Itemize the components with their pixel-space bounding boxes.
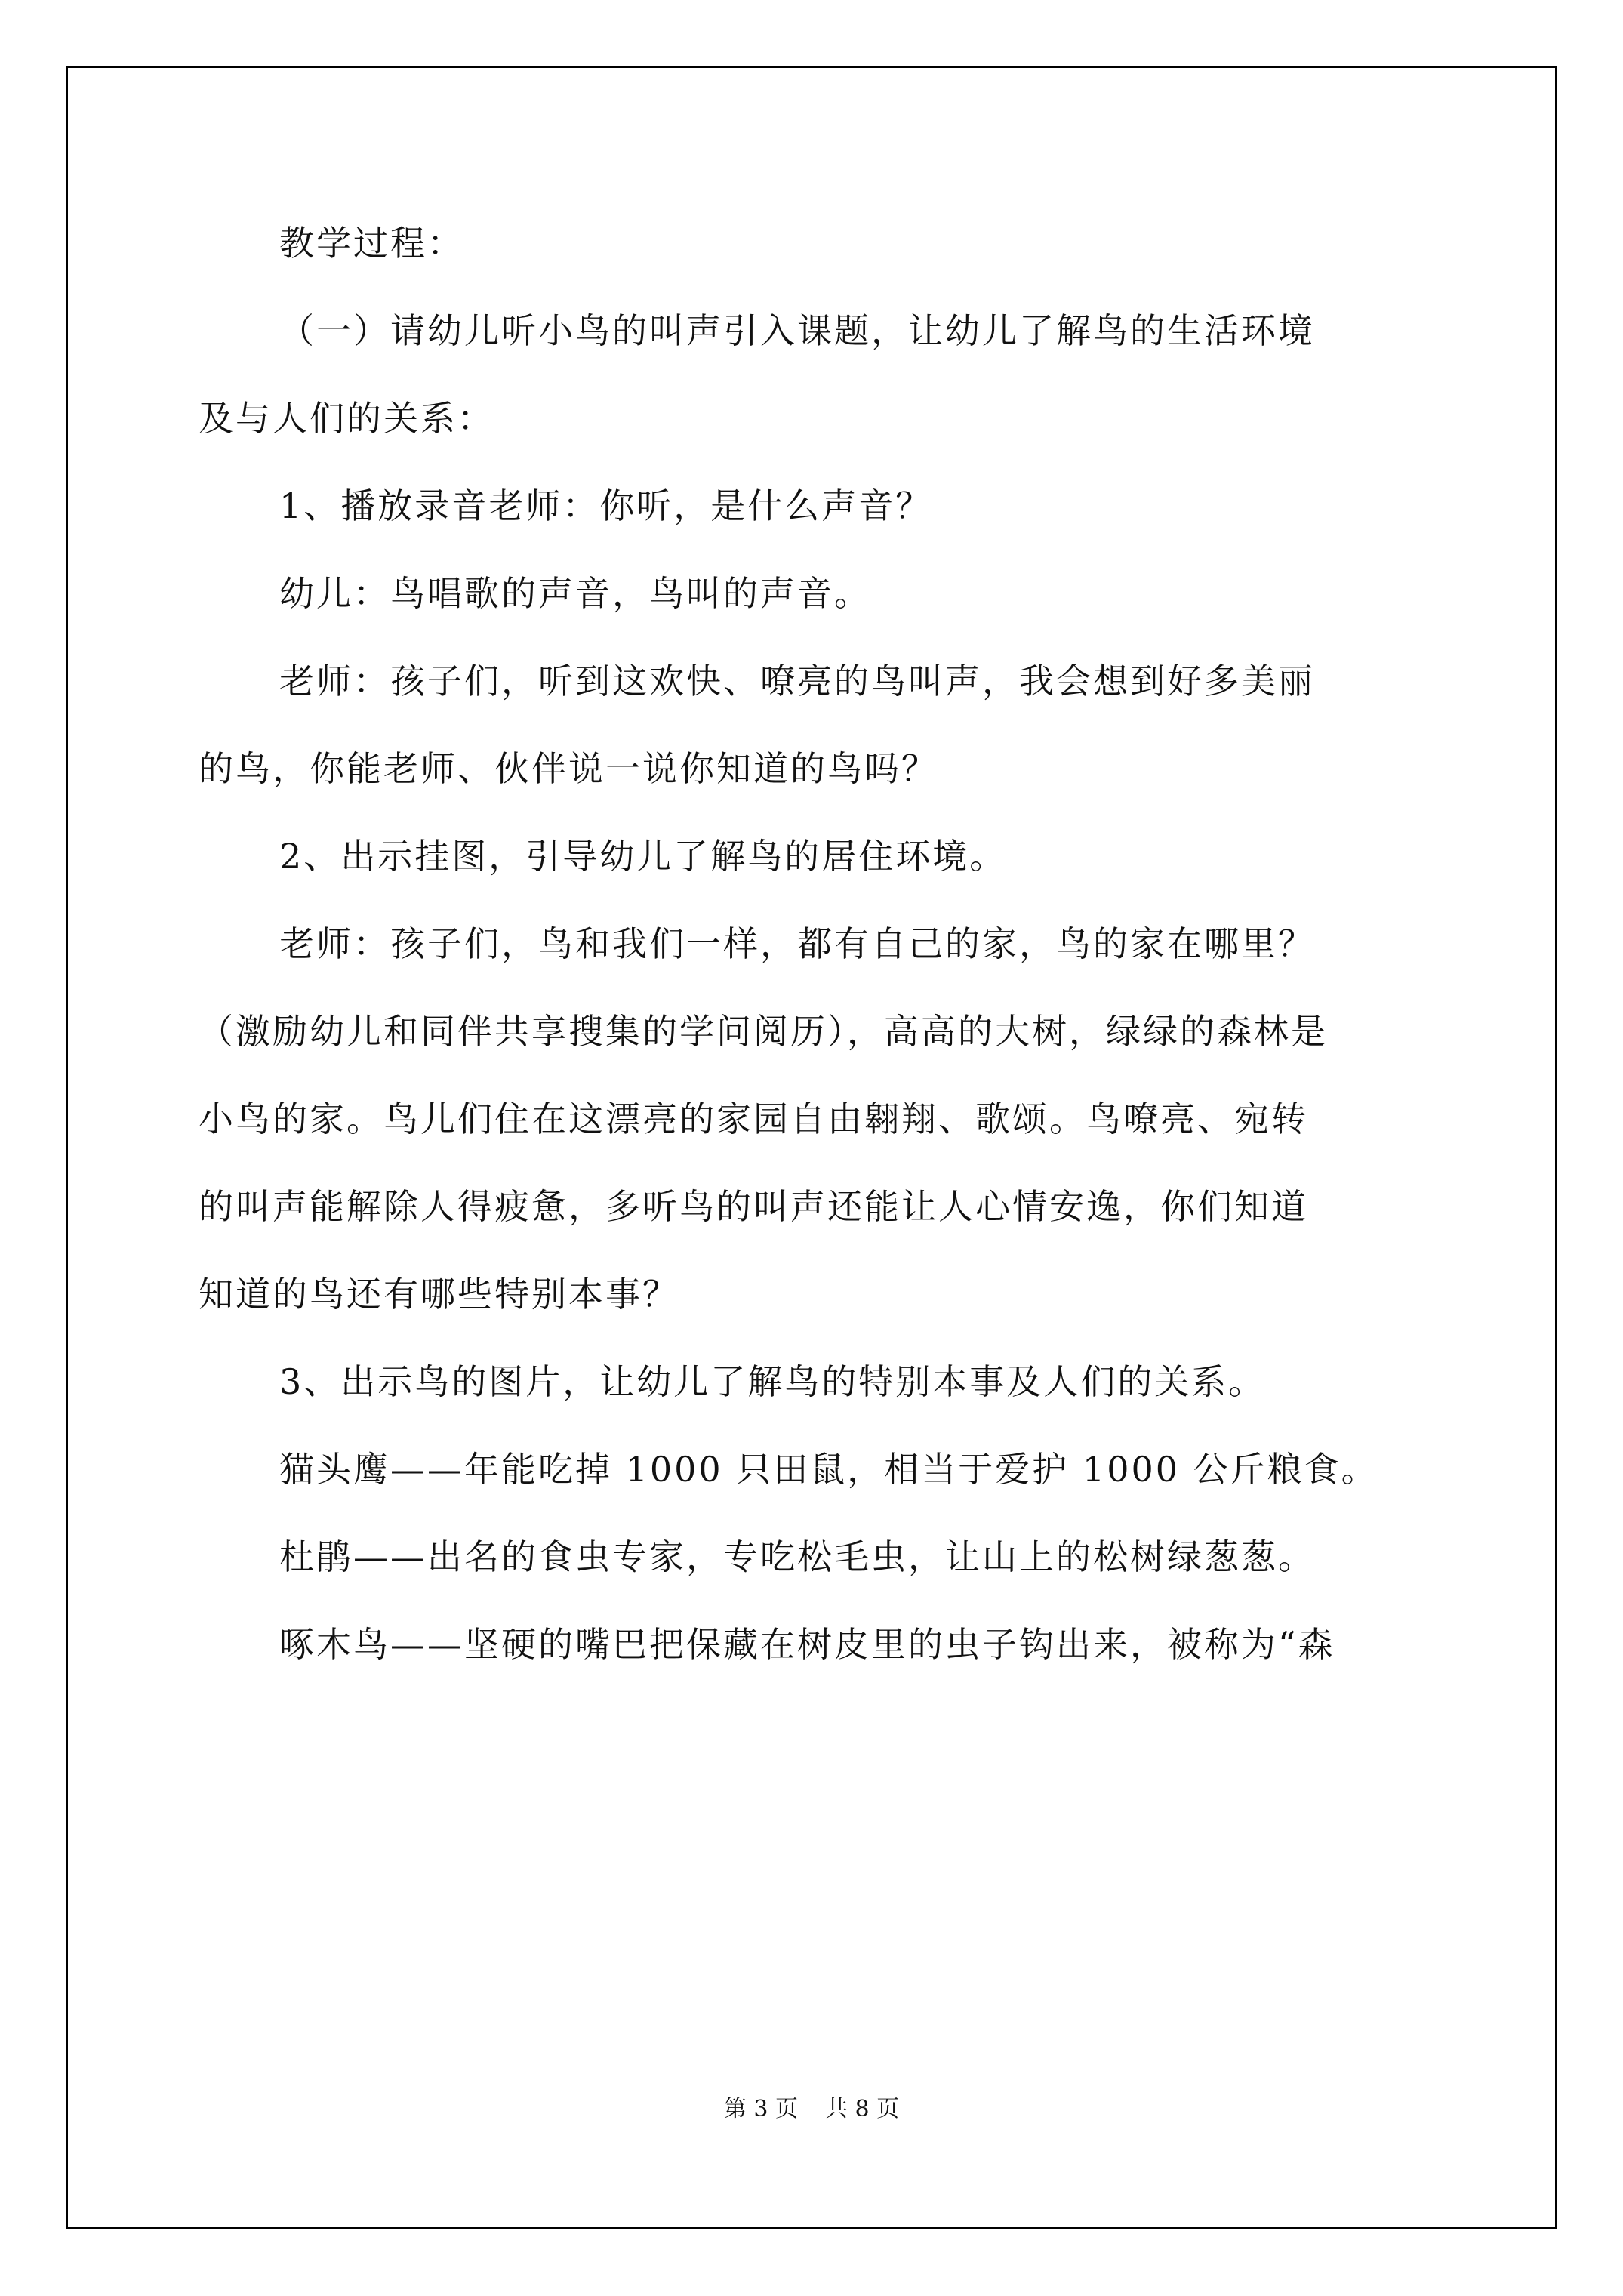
text-line: 知道的鸟还有哪些特别本事？ xyxy=(199,1274,679,1314)
text-line: 2、出示挂图，引导幼儿了解鸟的居住环境。 xyxy=(279,836,1007,877)
text-line: 3、出示鸟的图片，让幼儿了解鸟的特别本事及人们的关系。 xyxy=(279,1361,1266,1402)
text-line: 老师：孩子们，听到这欢快、嘹亮的鸟叫声，我会想到好多美丽 xyxy=(279,661,1315,701)
text-line: 教学过程： xyxy=(279,223,464,264)
text-line: 猫头鹰——年能吃掉 1000 只田鼠，相当于爱护 1000 公斤粮食。 xyxy=(279,1449,1378,1490)
text-line: 小鸟的家。鸟儿们住在这漂亮的家园自由翱翔、歌颂。鸟嘹亮、宛转 xyxy=(199,1099,1308,1139)
text-line: 的叫声能解除人得疲惫，多听鸟的叫声还能让人心情安逸，你们知道 xyxy=(199,1186,1308,1227)
text-line: （一）请幼儿听小鸟的叫声引入课题，让幼儿了解鸟的生活环境 xyxy=(279,310,1315,351)
text-line: （激励幼儿和同伴共享搜集的学问阅历），高高的大树，绿绿的森林是 xyxy=(199,1011,1328,1052)
page-number-current: 第 3 页 xyxy=(723,2096,798,2122)
text-line: 啄木鸟——坚硬的嘴巴把保藏在树皮里的虫子钩出来，被称为“森 xyxy=(279,1624,1335,1665)
document-body xyxy=(199,199,1429,1688)
page-footer xyxy=(0,2090,1623,2123)
page-number-total: 共 8 页 xyxy=(825,2096,900,2122)
text-line: 幼儿：鸟唱歌的声音，鸟叫的声音。 xyxy=(279,573,871,614)
text-line: 老师：孩子们，鸟和我们一样，都有自己的家，鸟的家在哪里？ xyxy=(279,923,1315,964)
text-line: 的鸟，你能老师、伙伴说一说你知道的鸟吗？ xyxy=(199,748,938,789)
text-line: 1、播放录音老师：你听，是什么声音？ xyxy=(279,485,933,526)
text-line: 及与人们的关系： xyxy=(199,398,494,439)
text-line: 杜鹃——出名的食虫专家，专吃松毛虫，让山上的松树绿葱葱。 xyxy=(279,1536,1315,1577)
